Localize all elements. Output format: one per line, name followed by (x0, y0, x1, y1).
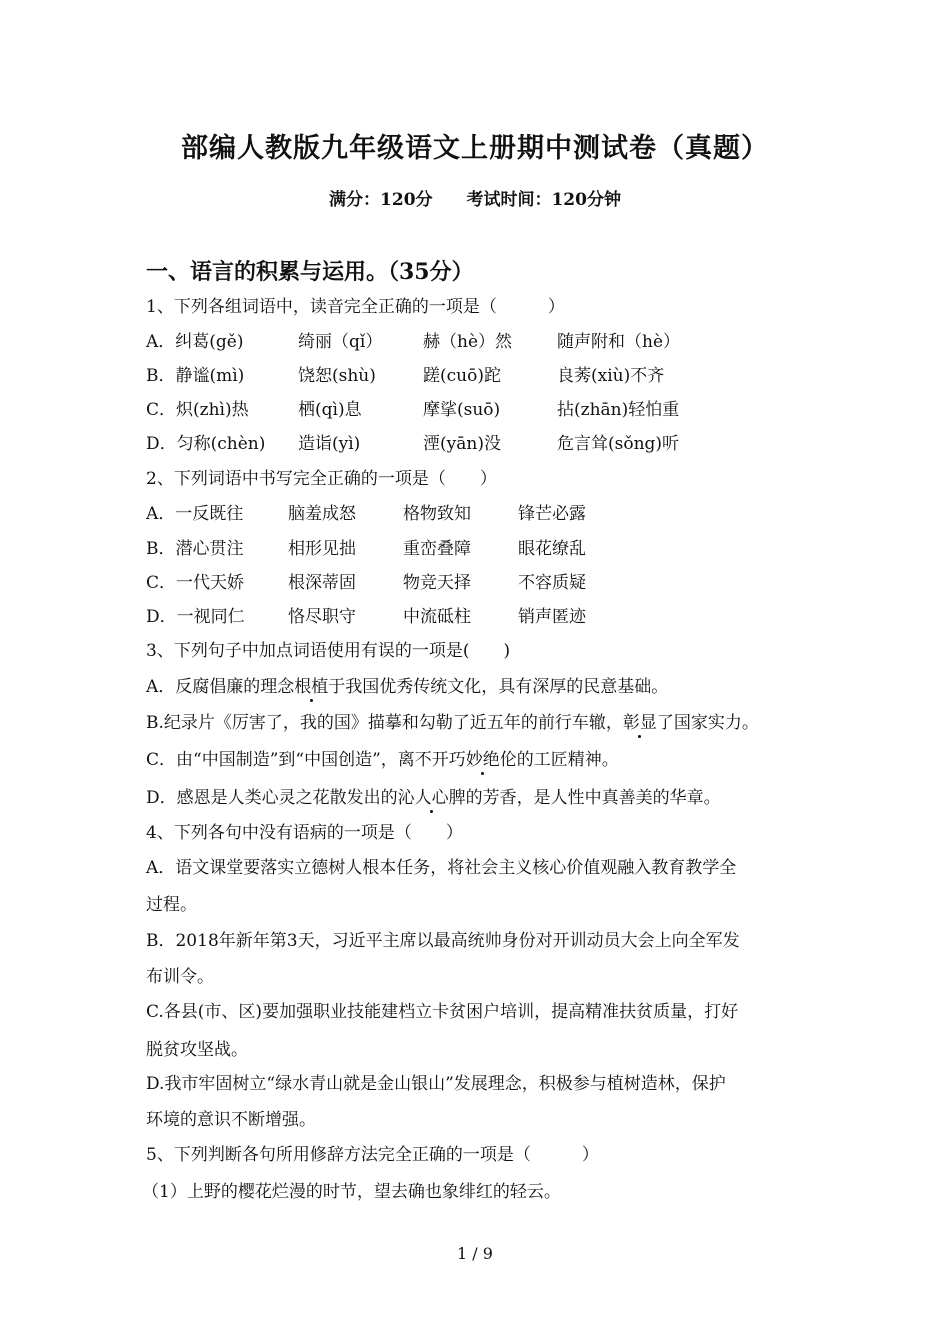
question-4-option-b-cont: 布训令。 (146, 967, 214, 987)
question-3-option-a (146, 676, 668, 698)
exam-time: 考试时间：120分钟 (466, 190, 621, 210)
option-cell: 相形见拙 (288, 539, 356, 559)
dotted-term: 沁人心脾 (397, 788, 466, 808)
option-cell: 饶恕(shù) (298, 366, 376, 386)
question-4-stem: 4、下列各句中没有语病的一项是（ ） (146, 823, 463, 843)
option-cell: 赫（hè）然 (423, 332, 513, 352)
question-3-option-c (146, 749, 619, 771)
option-cell: D．匀称(chèn) (146, 434, 266, 454)
option-cell: 销声匿迹 (518, 607, 586, 627)
question-5-sentence-1: （1）上野的樱花烂漫的时节，望去确也象绯红的轻云。 (142, 1182, 561, 1202)
question-3-stem: 3、下列句子中加点词语使用有误的一项是( ) (146, 641, 511, 661)
section-heading: 一、语言的积累与运用。（35分） (146, 259, 474, 285)
option-text: 的芳香，是人性中真善美的华章。 (465, 788, 721, 808)
option-text: 于我国优秀传统文化，具有深厚的民意基础。 (328, 677, 669, 697)
option-cell: D．一视同仁 (146, 607, 245, 627)
option-cell: 眼花缭乱 (518, 539, 586, 559)
page-number: 1 / 9 (457, 1244, 493, 1263)
option-cell: C．一代天娇 (146, 573, 245, 593)
option-text: 了国家实力。 (656, 713, 759, 733)
option-cell: B．静谧(mì) (146, 366, 245, 386)
option-cell: 拈(zhān)轻怕重 (557, 400, 680, 420)
option-cell: 格物致知 (403, 504, 471, 524)
full-score: 满分：120分 (329, 190, 433, 210)
dotted-term: 巧妙绝伦 (448, 750, 517, 770)
option-text: D．感恩是人类心灵之花散发出的 (146, 788, 398, 808)
question-1-option-c (146, 399, 679, 421)
option-cell: 物竞天择 (403, 573, 471, 593)
option-cell: A．一反既往 (146, 504, 244, 524)
question-3-option-b (146, 712, 759, 734)
option-cell: 造诣(yì) (298, 434, 361, 454)
question-5-stem: 5、下列判断各句所用修辞方法完全正确的一项是（ ） (146, 1145, 599, 1165)
option-cell: 良莠(xiù)不齐 (557, 366, 665, 386)
option-cell: 蹉(cuō)跎 (423, 366, 501, 386)
question-4-option-d-cont: 环境的意识不断增强。 (146, 1110, 316, 1130)
option-cell: 根深蒂固 (288, 573, 356, 593)
question-3-option-d (146, 787, 721, 809)
dotted-term: 彰显 (622, 713, 657, 733)
question-1-option-d (146, 433, 679, 455)
question-2-stem: 2、下列词语中书写完全正确的一项是（ ） (146, 469, 497, 489)
question-2-option-a (146, 503, 586, 525)
option-cell: 锋芒必露 (518, 504, 586, 524)
option-text: C．由“中国制造”到“中国创造”，离不开 (146, 750, 449, 770)
option-cell: 绮丽（qǐ） (298, 332, 383, 352)
question-4-option-c: C.各县(市、区)要加强职业技能建档立卡贫困户培训，提高精准扶贫质量，打好 (146, 1002, 739, 1022)
question-4-option-a: A．语文课堂要落实立德树人根本任务，将社会主义核心价值观融入教育教学全 (146, 858, 737, 878)
question-2-option-b (146, 538, 586, 560)
option-text: 的工匠精神。 (516, 750, 619, 770)
question-1-option-a (146, 331, 680, 353)
question-1-option-b (146, 365, 664, 387)
dotted-term: 根植 (294, 677, 329, 697)
option-cell: 湮(yān)没 (423, 434, 501, 454)
option-cell: B．潜心贯注 (146, 539, 244, 559)
question-2-option-c (146, 572, 586, 594)
question-4-option-a-cont: 过程。 (146, 895, 197, 915)
option-cell: 随声附和（hè） (557, 332, 681, 352)
option-cell: 摩挲(suō) (423, 400, 501, 420)
option-cell: 中流砥柱 (403, 607, 471, 627)
question-4-option-c-cont: 脱贫攻坚战。 (146, 1040, 248, 1060)
option-cell: 危言耸(sǒng)听 (557, 434, 680, 454)
option-text: B.纪录片《厉害了，我的国》描摹和勾勒了近五年的前行车辙， (146, 713, 623, 733)
question-2-option-d (146, 606, 586, 628)
option-cell: 重峦叠障 (403, 539, 471, 559)
option-text: A．反腐倡廉的理念 (146, 677, 295, 697)
option-cell: 不容质疑 (518, 573, 586, 593)
question-1-stem: 1、下列各组词语中，读音完全正确的一项是（ ） (146, 297, 565, 317)
option-cell: A．纠葛(gě) (146, 332, 244, 352)
question-4-option-d: D.我市牢固树立“绿水青山就是金山银山”发展理念，积极参与植树造林，保护 (146, 1074, 726, 1094)
page-title: 部编人教版九年级语文上册期中测试卷（真题） (181, 133, 769, 164)
option-cell: 栖(qì)息 (298, 400, 362, 420)
exam-meta (0, 185, 950, 210)
option-cell: 恪尽职守 (288, 607, 356, 627)
question-4-option-b: B．2018年新年第3天，习近平主席以最高统帅身份对开训动员大会上向全军发 (146, 931, 740, 951)
option-cell: C．炽(zhì)热 (146, 400, 249, 420)
option-cell: 脑羞成怒 (288, 504, 356, 524)
